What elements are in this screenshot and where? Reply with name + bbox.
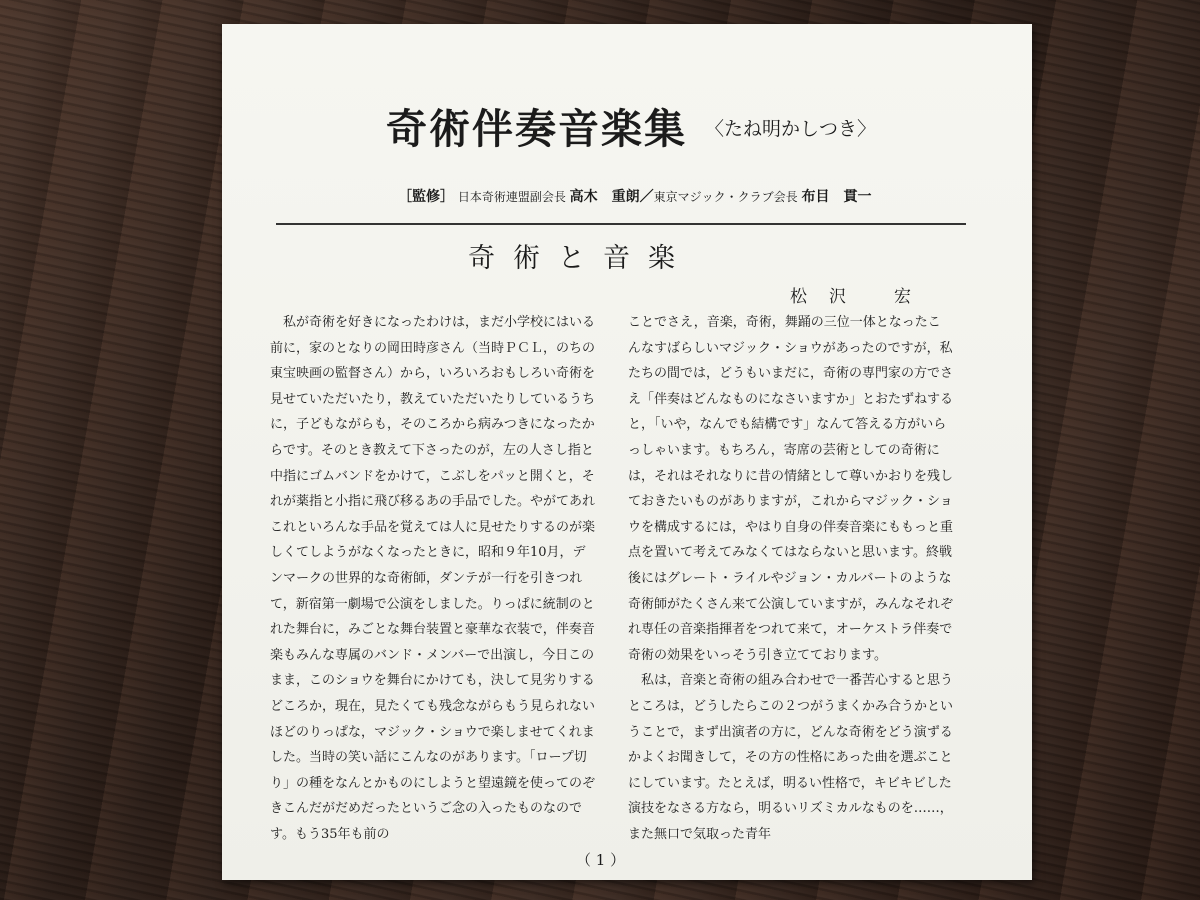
supervisor1-role: 日本奇術連盟副会長: [457, 190, 566, 204]
subtitle: 〈たね明かしつき〉: [705, 118, 877, 140]
essay-column-right: ことでさえ，音楽，奇術，舞踊の三位一体となったこんなすばらしいマジック・ショウがあったのですが，私たちの間では，どうもいまだに，奇術の専門家の方でさえ「伴奏はどんなものになさいますか」とおたずねすると，「いや，なんでも結構です」なんて答える方がいらっしゃいます。もちろん，寄席の芸術としての奇術には，それはそれなりに昔の情緒として尊いかおりを残しておきたいものがありますが，これからマジック・ショウを構成するには，やはり自身の伴奏音楽にももっと重点を置いて考えてみなくてはならないと思います。終戦後にはグレート・ライルやジョン・カルバートのような奇術師がたくさん来て公演していますが，みんなそれぞれ専任の音楽指揮者をつれて来て，オーケストラ伴奏で奇術の効果をいっそう引き立てております。 私は，音楽と奇術の組み合わせで一番苦心すると思うところは，どうしたらこの２つがうまくかみ合うかということで，まず出演者の方に，どんな奇術をどう演ずるかよくお聞きして，その方の性格にあった曲を選ぶことにしています。たとえば，明るい性格で，キビキビした演技をなさる方なら，明るいリズミカルなものを……，また無口で気取った青年: [628, 315, 954, 842]
author-mid-char: 沢: [829, 287, 846, 307]
essay-title: 奇術と音楽: [468, 243, 693, 274]
supervisor2-role: 東京マジック・クラブ会長: [653, 190, 798, 204]
booklet-page: [222, 24, 1032, 880]
credit-separator: ／: [639, 189, 654, 205]
header-divider: [276, 223, 966, 225]
supervision-label: ［監修］: [398, 189, 454, 205]
essay-column-left: 私が奇術を好きになったわけは，まだ小学校にはいる前に，家のとなりの岡田時彦さん（当時ＰＣＬ，のちの東宝映画の監督さん）から，いろいろおもしろい奇術を見せていただいたり，教えていただいたりしているうちに，子どもながらも，そのころから病みつきになったからです。そのとき教えて下さったのが，左の人さし指と中指にゴムバンドをかけて，こぶしをパッと開くと，それが薬指と小指に飛び移るあの手品でした。やがてあれこれといろんな手品を覚えては人に見せたりするのが楽しくてしようがなくなったときに，昭和９年10月，デンマークの世界的な奇術師，ダンテが一行を引きつれて，新宿第一劇場で公演をしました。りっぱに統制のとれた舞台に，みごとな舞台装置と豪華な衣装で，伴奏音楽もみんな専属のバンド・メンバーで出演し，今日このまま，このショウを舞台にかけても，決して見劣りするどころか，現在，見たくても残念ながらもう見られないほどのりっぱな，マジック・ショウで楽しませてくれました。当時の笑い話にこんなのがあります。「ロープ切り」の種をなんとかものにしようと望遠鏡を使ってのぞきこんだがだめだったというご念の入ったものなのです。もう35年も前の: [270, 315, 596, 842]
supervisor2-name: 布目 貫一: [801, 189, 872, 205]
main-title: 奇術伴奏音楽集: [386, 105, 687, 153]
essay-author: [790, 282, 911, 307]
title-row: [386, 96, 876, 155]
supervisor1-name: 高木 重朗: [569, 189, 640, 205]
author-given-name: 宏: [894, 287, 911, 307]
supervision-credits: [398, 186, 872, 206]
page-number: （ 1 ）: [576, 851, 626, 869]
author-family-char: 松: [790, 287, 807, 307]
